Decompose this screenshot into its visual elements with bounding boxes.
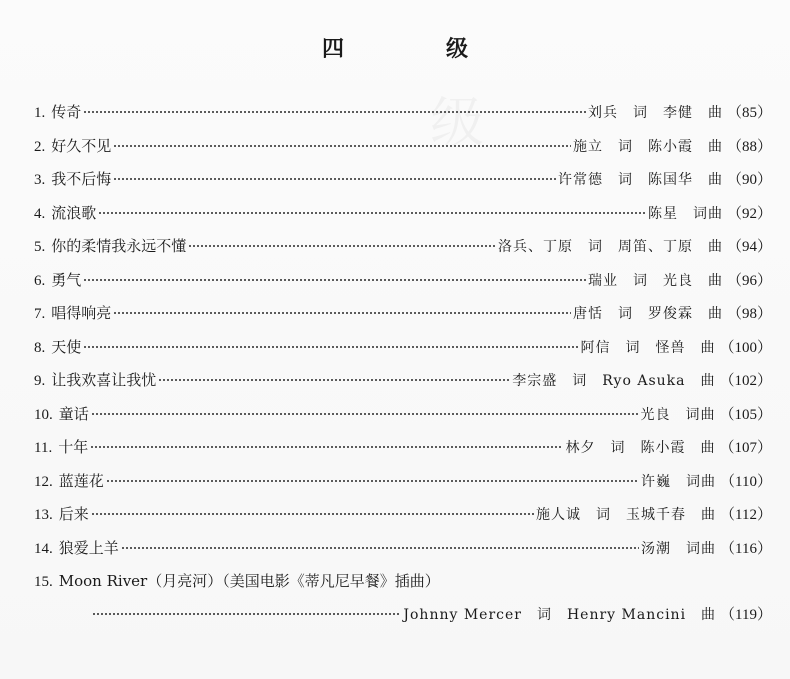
song-title: 传奇 [51,103,82,121]
toc-entry-11 [34,431,772,465]
entry-number: 5. [34,239,46,255]
page-number: （85） [726,105,772,121]
dot-leader [158,379,510,381]
song-title: 狼爱上羊 [58,538,119,557]
song-title: 唱得响亮 [51,304,112,322]
song-title: 蓝莲花 [58,471,104,490]
entry-number: 14. [34,540,53,557]
dot-leader [92,613,401,615]
dot-leader [106,480,639,482]
song-title: 后来 [58,505,89,523]
song-credits: 许巍 词曲 [641,473,717,490]
song-credits: Johnny Mercer 词 Henry Mancini 曲 [403,606,717,623]
entry-number: 2. [34,138,46,155]
toc-entry-12 [34,465,772,499]
toc-entry-13 [34,498,772,532]
dot-leader [91,413,639,415]
toc-entry-9 [34,364,772,398]
song-title: 流浪歌 [51,203,97,222]
dot-leader [113,178,556,180]
entry-number: 8. [34,339,46,356]
dot-leader [83,279,586,281]
page-number: （100） [719,339,772,356]
song-title: 童话 [58,404,89,423]
song-credits: 洛兵、丁原 词 周笛、丁原 曲 [497,239,723,255]
song-credits: 施人诚 词 玉城千春 曲 [536,507,717,523]
song-title: 好久不见 [51,136,112,155]
toc-entry-10 [34,398,772,432]
entry-number: 15. [34,574,53,590]
page-number: （96） [726,272,772,289]
toc-entry-1 [34,96,772,130]
page-number: （116） [720,540,772,557]
toc-entry-6 [34,264,772,298]
song-credits: 唐恬 词 罗俊霖 曲 [572,306,723,322]
song-title: Moon River（月亮河）（美国电影《蒂凡尼早餐》插曲） [58,572,440,590]
entry-number: 10. [34,406,53,423]
toc-entry-14 [34,532,772,566]
page-number: （92） [726,205,772,222]
song-credits: 施立 词 陈小霞 曲 [572,138,723,155]
song-credits: 汤潮 词曲 [641,540,717,557]
toc-entry-4 [34,197,772,231]
song-credits: 林夕 词 陈小霞 曲 [565,440,716,456]
dot-leader [121,547,639,549]
dot-leader [91,513,534,515]
song-title: 让我欢喜让我忧 [51,371,157,389]
entry-number: 3. [34,172,46,188]
page-number: （105） [719,406,772,423]
dot-leader [98,212,646,214]
page-number: （119） [720,606,772,623]
dot-leader [90,446,563,448]
page-number: （102） [719,373,772,389]
entry-number: 11. [34,440,53,456]
dot-leader [83,111,586,113]
toc-entry-2 [34,130,772,164]
song-credits: 刘兵 词 李健 曲 [587,105,723,121]
entry-number: 9. [34,373,46,389]
dot-leader [113,312,571,314]
toc-entry-5 [34,230,772,264]
toc-entry-15-credits-line [34,599,772,633]
dot-leader [83,346,578,348]
song-title: 天使 [51,337,82,356]
song-credits: 阿信 词 怪兽 曲 [580,339,716,356]
song-credits: 陈星 词曲 [647,205,723,222]
song-credits: 瑞业 词 光良 曲 [587,272,723,289]
entry-number: 4. [34,205,46,222]
page-number: （98） [726,306,772,322]
song-credits: 许常德 词 陈国华 曲 [557,172,723,188]
page-title: 四 级 [321,37,508,62]
song-credits: 李宗盛 词 Ryo Asuka 曲 [512,373,716,389]
entry-number: 6. [34,272,46,289]
entry-number: 7. [34,306,46,322]
toc-entry-15 [34,565,772,599]
entry-number: 1. [34,105,46,121]
page-number: （90） [726,172,772,188]
toc-entry-8 [34,331,772,365]
dot-leader [113,145,571,147]
song-title: 勇气 [51,270,82,289]
page-number: （88） [726,138,772,155]
page-number: （94） [726,239,772,255]
toc-entry-7 [34,297,772,331]
toc-entry-3 [34,163,772,197]
song-credits: 光良 词曲 [640,406,716,423]
entry-number: 13. [34,507,53,523]
page-number: （107） [719,440,772,456]
page-number: （110） [720,473,772,490]
song-title: 你的柔情我永远不懂 [51,237,187,255]
table-of-contents [34,96,772,632]
dot-leader [188,245,496,247]
song-title: 十年 [58,438,89,456]
page-number: （112） [720,507,772,523]
song-title: 我不后悔 [51,170,112,188]
entry-number: 12. [34,473,53,490]
